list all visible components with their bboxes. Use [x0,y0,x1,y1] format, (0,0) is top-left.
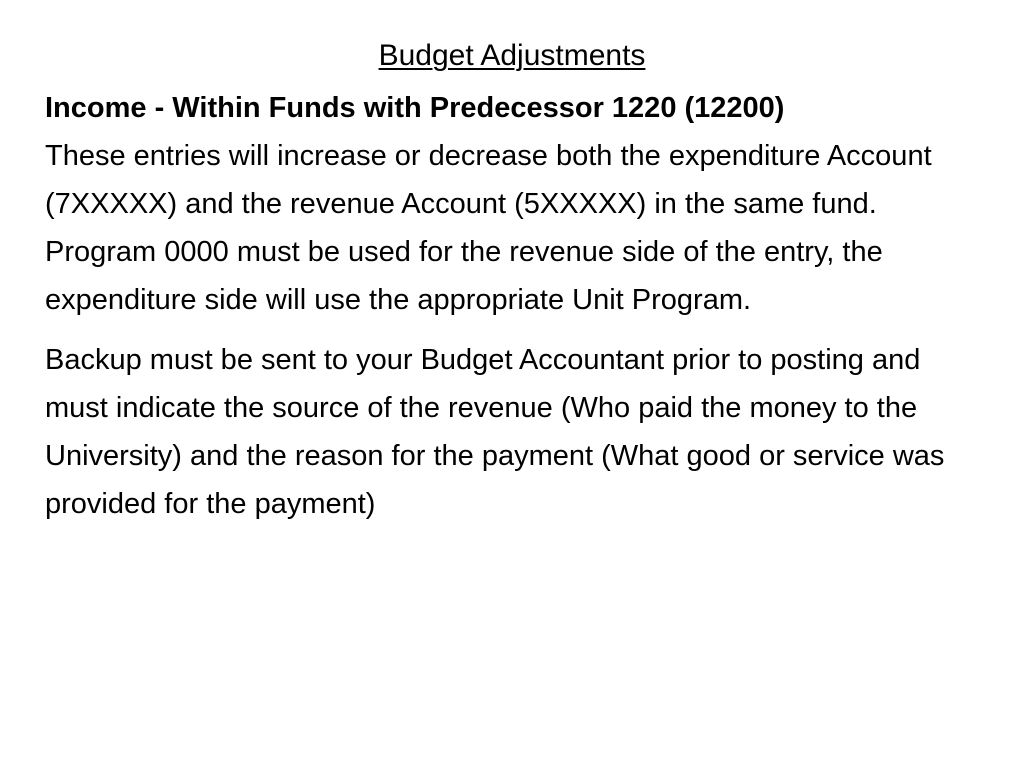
body-paragraph-entries: These entries will increase or decrease both the expenditure Account (7XXXXX) and the revenue Account (5XXXXX) in the same fund. Program 0000 must be used for the revenue side of the entry, the expenditure side will use the appropriate Unit Program. [45,140,932,316]
section-heading: Income - Within Funds with Predecessor 1220 (12200) [45,92,785,124]
body-paragraph-backup: Backup must be sent to your Budget Accountant prior to posting and must indicate the source of the revenue (Who paid the money to the University) and the reason for the payment (What good or service was provided for the payment) [45,344,945,520]
slide-title: Budget Adjustments [378,39,646,72]
slide-body [45,84,980,528]
